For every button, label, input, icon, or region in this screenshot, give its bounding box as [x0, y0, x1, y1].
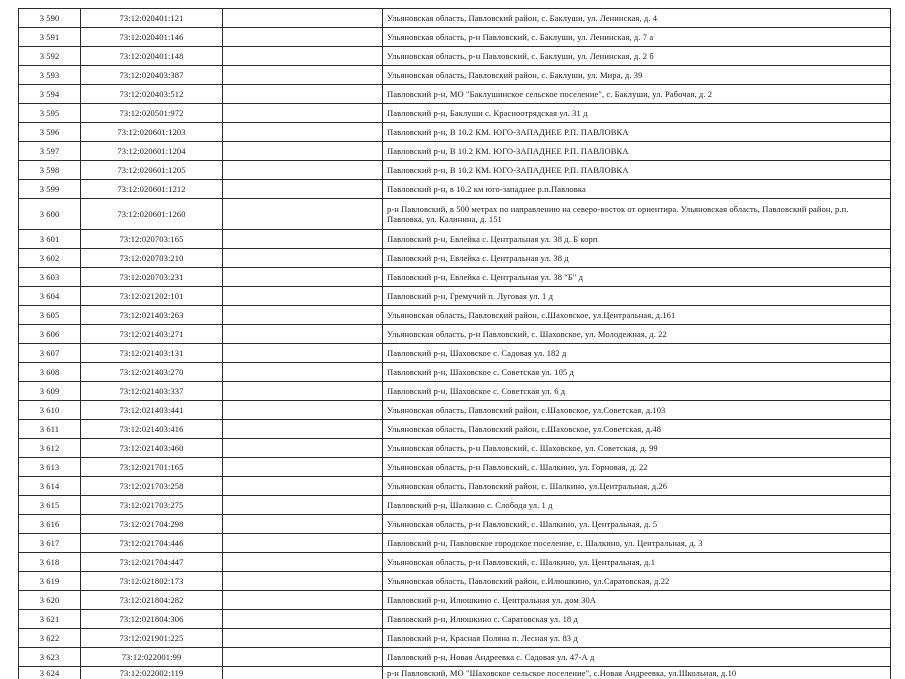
empty-cell [223, 591, 383, 610]
address-cell: Ульяновская область, Павловский район, с.Шаховское, ул.Советская, д.48 [383, 420, 891, 439]
cadastral-number-cell: 73:12:022002:119 [81, 667, 223, 679]
table-row [19, 85, 891, 104]
table-row [19, 47, 891, 66]
row-number-cell: 3 606 [19, 325, 81, 344]
empty-cell [223, 515, 383, 534]
empty-cell [223, 230, 383, 249]
row-number-cell: 3 608 [19, 363, 81, 382]
table-row [19, 572, 891, 591]
empty-cell [223, 249, 383, 268]
row-number-cell: 3 599 [19, 180, 81, 199]
row-number-cell: 3 601 [19, 230, 81, 249]
address-cell: Ульяновская область, Павловский район, с. Шалкино, ул.Центральная, д.26 [383, 477, 891, 496]
table-row [19, 477, 891, 496]
row-number-cell: 3 607 [19, 344, 81, 363]
cadastral-number-cell: 73:12:021704:298 [81, 515, 223, 534]
cadastral-number-cell: 73:12:021703:275 [81, 496, 223, 515]
cadastral-number-cell: 73:12:021704:447 [81, 553, 223, 572]
address-cell: Павловский р-н, В 10.2 КМ. ЮГО-ЗАПАДНЕЕ Р.П. ПАВЛОВКА [383, 161, 891, 180]
empty-cell [223, 610, 383, 629]
row-number-cell: 3 600 [19, 199, 81, 230]
table-row [19, 268, 891, 287]
cadastral-number-cell: 73:12:021403:131 [81, 344, 223, 363]
cadastral-number-cell: 73:12:020601:1205 [81, 161, 223, 180]
row-number-cell: 3 620 [19, 591, 81, 610]
empty-cell [223, 344, 383, 363]
row-number-cell: 3 616 [19, 515, 81, 534]
empty-cell [223, 363, 383, 382]
empty-cell [223, 667, 383, 679]
address-cell: Павловский р-н, Шаховское с. Садовая ул. 182 д [383, 344, 891, 363]
cadastral-number-cell: 73:12:020601:1204 [81, 142, 223, 161]
address-cell: Павловский р-н, Баклуши с. Красноотрядская ул. 31 д [383, 104, 891, 123]
row-number-cell: 3 592 [19, 47, 81, 66]
table-row [19, 420, 891, 439]
cadastral-number-cell: 73:12:021403:270 [81, 363, 223, 382]
empty-cell [223, 401, 383, 420]
cadastral-number-cell: 73:12:021403:337 [81, 382, 223, 401]
row-number-cell: 3 594 [19, 85, 81, 104]
row-number-cell: 3 597 [19, 142, 81, 161]
table-row [19, 496, 891, 515]
table-row [19, 123, 891, 142]
address-cell: Павловский р-н, Евлейка с. Центральная ул. 38 "Б" д [383, 268, 891, 287]
address-cell: Ульяновская область, Павловский район, с. Баклуши, ул. Мира, д. 39 [383, 66, 891, 85]
address-cell: Ульяновская область, Павловский район, с.Шаховское, ул.Советская, д.103 [383, 401, 891, 420]
table-row [19, 382, 891, 401]
address-cell: Ульяновская область, Павловский район, с. Баклуши, ул. Ленинская, д. 4 [383, 9, 891, 28]
empty-cell [223, 180, 383, 199]
empty-cell [223, 268, 383, 287]
cadastral-number-cell: 73:12:021703:258 [81, 477, 223, 496]
cadastral-number-cell: 73:12:020703:231 [81, 268, 223, 287]
table-row [19, 667, 891, 679]
row-number-cell: 3 619 [19, 572, 81, 591]
address-cell: Ульяновская область, Павловский район, с.Илюшкино, ул.Саратовская, д.22 [383, 572, 891, 591]
address-cell: Павловский р-н, МО "Баклушинское сельское поселение", с. Баклуши, ул. Рабочая, д. 2 [383, 85, 891, 104]
cadastral-number-cell: 73:12:020703:165 [81, 230, 223, 249]
table-row [19, 161, 891, 180]
address-cell: Павловский р-н, Новая Андреевка с. Садовая ул. 47-А д [383, 648, 891, 667]
empty-cell [223, 306, 383, 325]
cadastral-number-cell: 73:12:020601:1212 [81, 180, 223, 199]
table-row [19, 180, 891, 199]
cadastral-number-cell: 73:12:021804:282 [81, 591, 223, 610]
empty-cell [223, 287, 383, 306]
row-number-cell: 3 609 [19, 382, 81, 401]
cadastral-number-cell: 73:12:020401:146 [81, 28, 223, 47]
empty-cell [223, 47, 383, 66]
table-row [19, 648, 891, 667]
row-number-cell: 3 624 [19, 667, 81, 679]
address-cell: Павловский р-н, Гремучий п. Луговая ул. 1 д [383, 287, 891, 306]
empty-cell [223, 325, 383, 344]
address-cell: Павловский р-н, Евлейка с. Центральная ул. 38 д [383, 249, 891, 268]
empty-cell [223, 572, 383, 591]
cadastral-number-cell: 73:12:021701:165 [81, 458, 223, 477]
row-number-cell: 3 623 [19, 648, 81, 667]
address-cell: Павловский р-н, Красная Поляна п. Лесная ул. 83 д [383, 629, 891, 648]
empty-cell [223, 123, 383, 142]
empty-cell [223, 648, 383, 667]
registry-sheet [18, 8, 890, 679]
row-number-cell: 3 593 [19, 66, 81, 85]
address-cell: Павловский р-н, Шаховское с. Советская ул. 105 д [383, 363, 891, 382]
row-number-cell: 3 615 [19, 496, 81, 515]
table-row [19, 553, 891, 572]
table-body [19, 9, 891, 679]
row-number-cell: 3 614 [19, 477, 81, 496]
empty-cell [223, 534, 383, 553]
empty-cell [223, 9, 383, 28]
address-cell: Ульяновская область, р-н Павловский, с. Шаховское, ул. Советская, д. 99 [383, 439, 891, 458]
table-row [19, 66, 891, 85]
cadastral-number-cell: 73:12:021202:101 [81, 287, 223, 306]
cadastral-number-cell: 73:12:020401:121 [81, 9, 223, 28]
table-row [19, 439, 891, 458]
address-cell: Ульяновская область, р-н Павловский, с. Баклуши, ул. Ленинская, д. 2 б [383, 47, 891, 66]
empty-cell [223, 629, 383, 648]
cadastral-number-cell: 73:12:020601:1260 [81, 199, 223, 230]
row-number-cell: 3 591 [19, 28, 81, 47]
address-cell: Павловский р-н, Евлейка с. Центральная ул. 38 д. Б корп [383, 230, 891, 249]
table-row [19, 515, 891, 534]
empty-cell [223, 553, 383, 572]
empty-cell [223, 85, 383, 104]
row-number-cell: 3 617 [19, 534, 81, 553]
address-cell: Павловский р-н, Илюшкино с. Центральная ул. дом 30А [383, 591, 891, 610]
table-row [19, 28, 891, 47]
table-row [19, 534, 891, 553]
cadastral-number-cell: 73:12:021901:225 [81, 629, 223, 648]
row-number-cell: 3 605 [19, 306, 81, 325]
address-cell: Ульяновская область, Павловский район, с.Шаховское, ул.Центральная, д.161 [383, 306, 891, 325]
empty-cell [223, 382, 383, 401]
cadastral-number-cell: 73:12:021403:460 [81, 439, 223, 458]
address-cell: Павловский р-н, Илюшкино с. Саратовская ул. 18 д [383, 610, 891, 629]
empty-cell [223, 199, 383, 230]
empty-cell [223, 477, 383, 496]
row-number-cell: 3 612 [19, 439, 81, 458]
empty-cell [223, 66, 383, 85]
row-number-cell: 3 613 [19, 458, 81, 477]
empty-cell [223, 439, 383, 458]
address-cell: Ульяновская область, р-н Павловский, с. Шалкино, ул. Центральная, д. 5 [383, 515, 891, 534]
table-row [19, 591, 891, 610]
address-cell: Ульяновская область, р-н Павловский, с. Шаховское, ул. Молодежная, д. 22 [383, 325, 891, 344]
empty-cell [223, 420, 383, 439]
address-cell: Ульяновская область, р-н Павловский, с. Шалкино, ул. Центральная, д.1 [383, 553, 891, 572]
table-row [19, 344, 891, 363]
cadastral-number-cell: 73:12:020403:387 [81, 66, 223, 85]
address-cell: Павловский р-н, Шалкино с. Слобода ул. 1 д [383, 496, 891, 515]
row-number-cell: 3 611 [19, 420, 81, 439]
table-row [19, 458, 891, 477]
row-number-cell: 3 621 [19, 610, 81, 629]
row-number-cell: 3 603 [19, 268, 81, 287]
row-number-cell: 3 598 [19, 161, 81, 180]
table-row [19, 199, 891, 230]
row-number-cell: 3 622 [19, 629, 81, 648]
address-cell: р-н Павловский, МО "Шаховское сельское поселение", с.Новая Андреевка, ул.Школьная, д.10 [383, 667, 891, 679]
table-row [19, 9, 891, 28]
cadastral-number-cell: 73:12:020501:972 [81, 104, 223, 123]
empty-cell [223, 496, 383, 515]
cadastral-number-cell: 73:12:021802:173 [81, 572, 223, 591]
address-cell: Павловский р-н, Шаховское с. Советская ул. 6 д [383, 382, 891, 401]
cadastral-number-cell: 73:12:020403:512 [81, 85, 223, 104]
table-row [19, 230, 891, 249]
row-number-cell: 3 610 [19, 401, 81, 420]
row-number-cell: 3 590 [19, 9, 81, 28]
row-number-cell: 3 604 [19, 287, 81, 306]
row-number-cell: 3 596 [19, 123, 81, 142]
table-row [19, 363, 891, 382]
table-row [19, 104, 891, 123]
empty-cell [223, 104, 383, 123]
cadastral-number-cell: 73:12:021804:306 [81, 610, 223, 629]
table-row [19, 287, 891, 306]
empty-cell [223, 161, 383, 180]
table-row [19, 306, 891, 325]
row-number-cell: 3 618 [19, 553, 81, 572]
address-cell: Ульяновская область, р-н Павловский, с. Шалкино, ул. Горновая, д. 22 [383, 458, 891, 477]
cadastral-number-cell: 73:12:021403:441 [81, 401, 223, 420]
cadastral-number-cell: 73:12:021704:446 [81, 534, 223, 553]
property-registry-table [18, 8, 891, 679]
table-row [19, 401, 891, 420]
address-cell: Ульяновская область, р-н Павловский, с. Баклуши, ул. Ленинская, д. 7 а [383, 28, 891, 47]
empty-cell [223, 28, 383, 47]
cadastral-number-cell: 73:12:022001:99 [81, 648, 223, 667]
table-row [19, 142, 891, 161]
table-row [19, 610, 891, 629]
row-number-cell: 3 595 [19, 104, 81, 123]
table-row [19, 325, 891, 344]
address-cell: Павловский р-н, В 10.2 КМ. ЮГО-ЗАПАДНЕЕ Р.П. ПАВЛОВКА [383, 123, 891, 142]
cadastral-number-cell: 73:12:021403:271 [81, 325, 223, 344]
cadastral-number-cell: 73:12:021403:263 [81, 306, 223, 325]
address-cell: р-н Павловский, в 500 метрах по направлению на северо-восток от ориентира. Ульяновская область, Павловский район, р.п. Павловка, ул. Калинина, д. 151 [383, 199, 891, 230]
table-row [19, 629, 891, 648]
row-number-cell: 3 602 [19, 249, 81, 268]
cadastral-number-cell: 73:12:020703:210 [81, 249, 223, 268]
empty-cell [223, 458, 383, 477]
cadastral-number-cell: 73:12:020601:1203 [81, 123, 223, 142]
cadastral-number-cell: 73:12:021403:416 [81, 420, 223, 439]
address-cell: Павловский р-н, Павловское городское поселение, с. Шалкино, ул. Центральная, д. 3 [383, 534, 891, 553]
cadastral-number-cell: 73:12:020401:148 [81, 47, 223, 66]
address-cell: Павловский р-н, В 10.2 КМ. ЮГО-ЗАПАДНЕЕ Р.П. ПАВЛОВКА [383, 142, 891, 161]
empty-cell [223, 142, 383, 161]
table-row [19, 249, 891, 268]
address-cell: Павловский р-н, в 10.2 км юго-западнее р.п.Павловка [383, 180, 891, 199]
